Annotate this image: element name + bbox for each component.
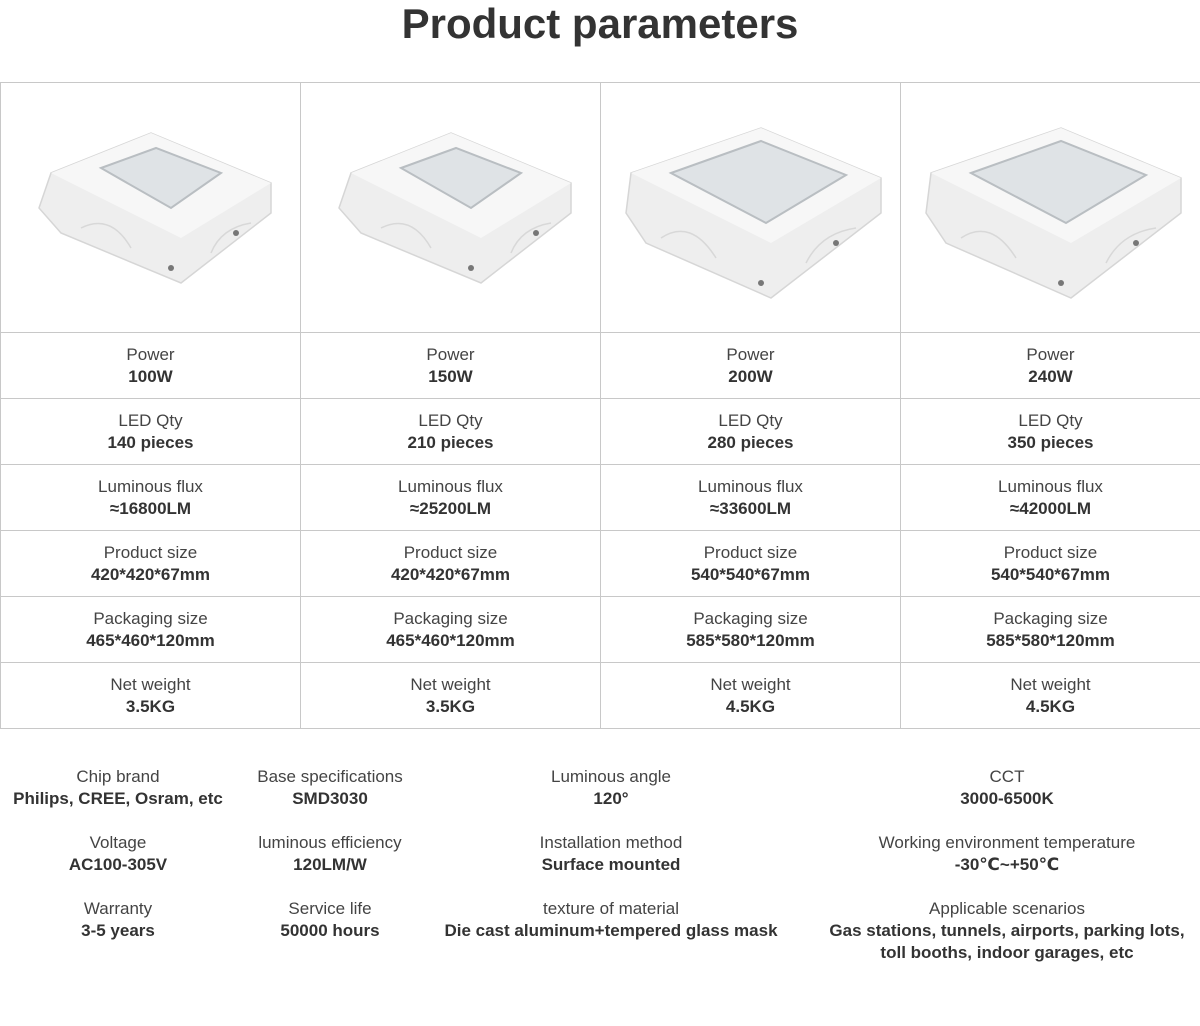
led-canopy-light-image — [911, 103, 1191, 313]
spec-cell — [1, 531, 301, 597]
spec-label: Power — [126, 344, 175, 364]
spec-cell — [601, 597, 901, 663]
spec-label: Packaging size — [93, 608, 208, 628]
spec-value: toll booths, indoor garages, etc — [880, 943, 1134, 962]
spec-cell — [601, 399, 901, 465]
product-image-cell-3 — [601, 83, 901, 333]
spec-value: 4.5KG — [725, 696, 776, 716]
spec-label: Luminous flux — [398, 476, 503, 496]
spec-cell — [901, 465, 1200, 531]
spec-cell — [901, 333, 1200, 399]
spec-cell — [601, 465, 901, 531]
spec-label: Product size — [1003, 542, 1098, 562]
spec-label: LED Qty — [1018, 410, 1083, 430]
spec-value: ≈25200LM — [409, 498, 492, 518]
spec-label: Product size — [103, 542, 198, 562]
spec-label: Net weight — [110, 674, 191, 694]
spec-cell — [601, 531, 901, 597]
spec-value: ≈42000LM — [1009, 498, 1092, 518]
spec-label: Working environment temperature — [878, 833, 1136, 852]
spec-value: 465*460*120mm — [86, 630, 215, 650]
spec-value: Gas stations, tunnels, airports, parking lots, — [829, 921, 1185, 940]
spec-value: 585*580*120mm — [986, 630, 1115, 650]
spec-label: LED Qty — [118, 410, 183, 430]
luminous-efficiency — [236, 832, 424, 876]
spec-cell — [1, 663, 301, 729]
led-canopy-light-image — [611, 103, 891, 313]
spec-label: Voltage — [89, 833, 147, 852]
spec-cell — [1, 333, 301, 399]
spec-label: Luminous flux — [998, 476, 1103, 496]
spec-value: 50000 hours — [280, 921, 380, 940]
led-canopy-light-image — [321, 113, 581, 303]
spec-value: 3.5KG — [425, 696, 476, 716]
spec-cell — [301, 663, 601, 729]
spec-value: 420*420*67mm — [90, 564, 211, 584]
spec-value: 350 pieces — [1007, 432, 1094, 452]
spec-cell — [901, 663, 1200, 729]
spec-value: 540*540*67mm — [990, 564, 1111, 584]
spec-label: Power — [1026, 344, 1075, 364]
spec-label: Luminous flux — [98, 476, 203, 496]
spec-cell — [301, 531, 601, 597]
spec-label: Product size — [403, 542, 498, 562]
spec-row-product-size — [1, 531, 1200, 597]
spec-label: texture of material — [542, 899, 680, 918]
spec-label: Power — [426, 344, 475, 364]
spec-label: Net weight — [710, 674, 791, 694]
product-image-cell-1 — [1, 83, 301, 333]
service-life — [236, 898, 424, 942]
spec-row-net-weight — [1, 663, 1200, 729]
spec-row-packaging-size — [1, 597, 1200, 663]
voltage — [0, 832, 236, 876]
chip-brand — [0, 766, 236, 810]
spec-value: 3.5KG — [125, 696, 176, 716]
spec-label: Chip brand — [76, 767, 160, 786]
spec-cell — [301, 597, 601, 663]
spec-value: 420*420*67mm — [390, 564, 511, 584]
spec-label: LED Qty — [418, 410, 483, 430]
spec-label: LED Qty — [718, 410, 783, 430]
spec-value: 3-5 years — [81, 921, 155, 940]
spec-cell — [301, 333, 601, 399]
spec-value: ≈16800LM — [109, 498, 192, 518]
luminous-angle — [424, 766, 798, 810]
spec-value: ≈33600LM — [709, 498, 792, 518]
spec-cell — [601, 333, 901, 399]
spec-value: AC100-305V — [68, 855, 168, 874]
spec-value: 210 pieces — [407, 432, 494, 452]
spec-value: 465*460*120mm — [386, 630, 515, 650]
spec-value: 140 pieces — [107, 432, 194, 452]
spec-cell — [601, 663, 901, 729]
spec-label: Packaging size — [393, 608, 508, 628]
spec-label: Net weight — [410, 674, 491, 694]
spec-value: 200W — [728, 366, 773, 386]
spec-label: Warranty — [83, 899, 153, 918]
material — [424, 898, 798, 942]
spec-value: Die cast aluminum+tempered glass mask — [444, 921, 778, 940]
spec-row-power — [1, 333, 1200, 399]
product-image-cell-4 — [901, 83, 1200, 333]
page-title: Product parameters — [401, 0, 799, 47]
led-canopy-light-image — [21, 113, 281, 303]
spec-cell — [901, 597, 1200, 663]
spec-cell — [1, 399, 301, 465]
spec-value: SMD3030 — [292, 789, 368, 808]
spec-table — [0, 82, 1200, 729]
spec-row-led-qty — [1, 399, 1200, 465]
cct — [798, 766, 1200, 810]
product-image-cell-2 — [301, 83, 601, 333]
spec-label: Service life — [288, 899, 372, 918]
spec-value: 4.5KG — [1025, 696, 1076, 716]
spec-cell — [301, 465, 601, 531]
spec-label: Applicable scenarios — [929, 899, 1085, 918]
spec-cell — [301, 399, 601, 465]
spec-value: Surface mounted — [541, 855, 681, 874]
spec-label: Luminous flux — [698, 476, 803, 496]
spec-value: 585*580*120mm — [686, 630, 815, 650]
spec-label: Base specifications — [257, 767, 403, 786]
working-temperature — [798, 832, 1200, 876]
spec-value: 3000-6500K — [960, 789, 1054, 808]
spec-value: 150W — [428, 366, 473, 386]
spec-label: Packaging size — [693, 608, 808, 628]
spec-label: Net weight — [1010, 674, 1091, 694]
spec-value: 120LM/W — [293, 855, 367, 874]
spec-cell — [901, 531, 1200, 597]
product-image-row — [1, 83, 1200, 333]
spec-value: -30℃~+50℃ — [954, 855, 1060, 874]
spec-value: 120° — [593, 789, 629, 808]
spec-value: Philips, CREE, Osram, etc — [13, 789, 223, 808]
spec-cell — [901, 399, 1200, 465]
spec-label: Power — [726, 344, 775, 364]
spec-label: Luminous angle — [550, 767, 672, 786]
installation-method — [424, 832, 798, 876]
spec-label: CCT — [989, 767, 1025, 786]
spec-value: 280 pieces — [707, 432, 794, 452]
applicable-scenarios — [798, 898, 1200, 964]
spec-label: Packaging size — [993, 608, 1108, 628]
warranty — [0, 898, 236, 942]
spec-label: Installation method — [539, 833, 683, 852]
spec-value: 540*540*67mm — [690, 564, 811, 584]
base-spec — [236, 766, 424, 810]
spec-cell — [1, 597, 301, 663]
spec-row-luminous-flux — [1, 465, 1200, 531]
spec-label: luminous efficiency — [258, 833, 402, 852]
spec-cell — [1, 465, 301, 531]
spec-value: 240W — [1028, 366, 1073, 386]
spec-value: 100W — [128, 366, 173, 386]
spec-label: Product size — [703, 542, 798, 562]
